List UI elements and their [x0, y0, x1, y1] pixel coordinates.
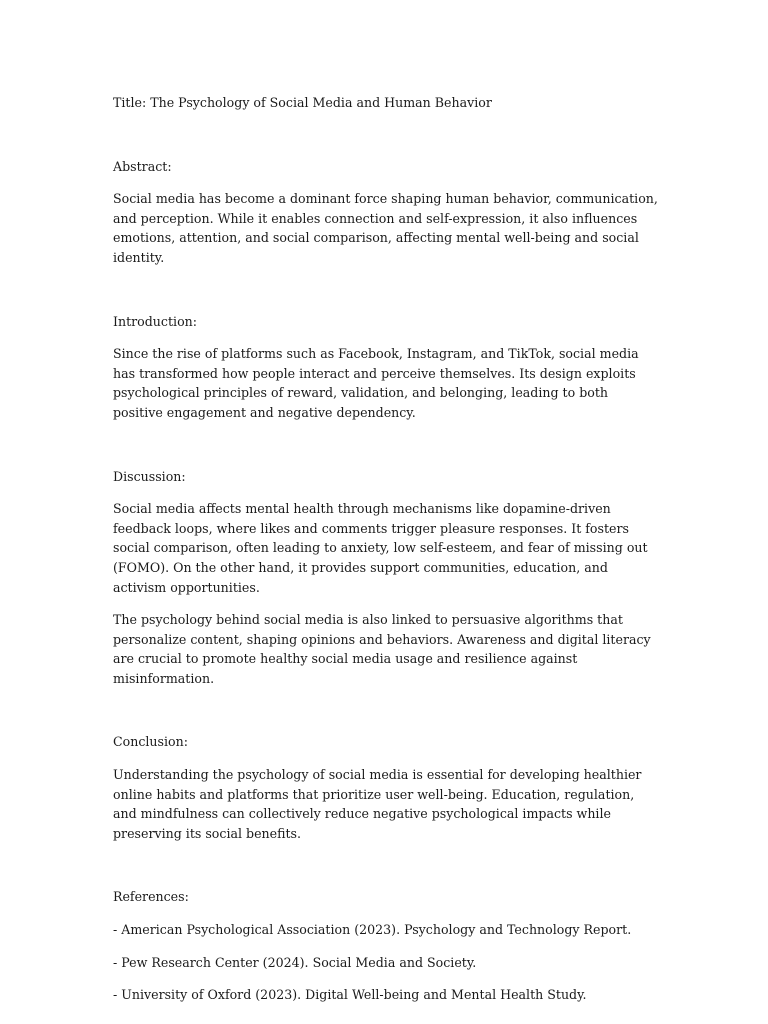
conclusion-paragraph: Understanding the psychology of social media is essential for developing healthier online habits and platforms that prioritize user well-being. Education, regulation, and mindfulness can collectively reduce negative psychological impacts while preserving its social benefits.	[113, 767, 642, 841]
reference-item: - University of Oxford (2023). Digital Well-being and Mental Health Study.	[113, 987, 587, 1003]
reference-item: - Pew Research Center (2024). Social Media and Society.	[113, 954, 477, 970]
discussion-heading: Discussion:	[113, 468, 186, 484]
references-heading: References:	[113, 889, 189, 905]
introduction-heading: Introduction:	[113, 313, 197, 329]
reference-item: - American Psychological Association (2023). Psychology and Technology Report.	[113, 922, 632, 938]
abstract-heading: Abstract:	[113, 158, 172, 174]
abstract-paragraph: Social media has become a dominant force shaping human behavior, communication, and perception. While it enables connection and self-expression, it also influences emotions, attention, and social comparison, affecting mental well-being and social identity.	[113, 191, 658, 265]
discussion-paragraph-1: Social media affects mental health through mechanisms like dopamine-driven feedback loops, where likes and comments trigger pleasure responses. It fosters social comparison, often leading to anxiety, low self-esteem, and fear of missing out (FOMO). On the other hand, it provides support communities, education, and activism opportunities.	[113, 501, 648, 595]
discussion-paragraph-2: The psychology behind social media is also linked to persuasive algorithms that personalize content, shaping opinions and behaviors. Awareness and digital literacy are crucial to promote healthy social media usage and resilience against misinformation.	[113, 612, 651, 686]
document-page	[113, 93, 658, 1005]
introduction-paragraph: Since the rise of platforms such as Facebook, Instagram, and TikTok, social media has transformed how people interact and perceive themselves. Its design exploits psychological principles of reward, validation, and belonging, leading to both positive engagement and negative dependency.	[113, 346, 639, 420]
conclusion-heading: Conclusion:	[113, 734, 188, 750]
document-title: Title: The Psychology of Social Media and Human Behavior	[113, 95, 492, 110]
